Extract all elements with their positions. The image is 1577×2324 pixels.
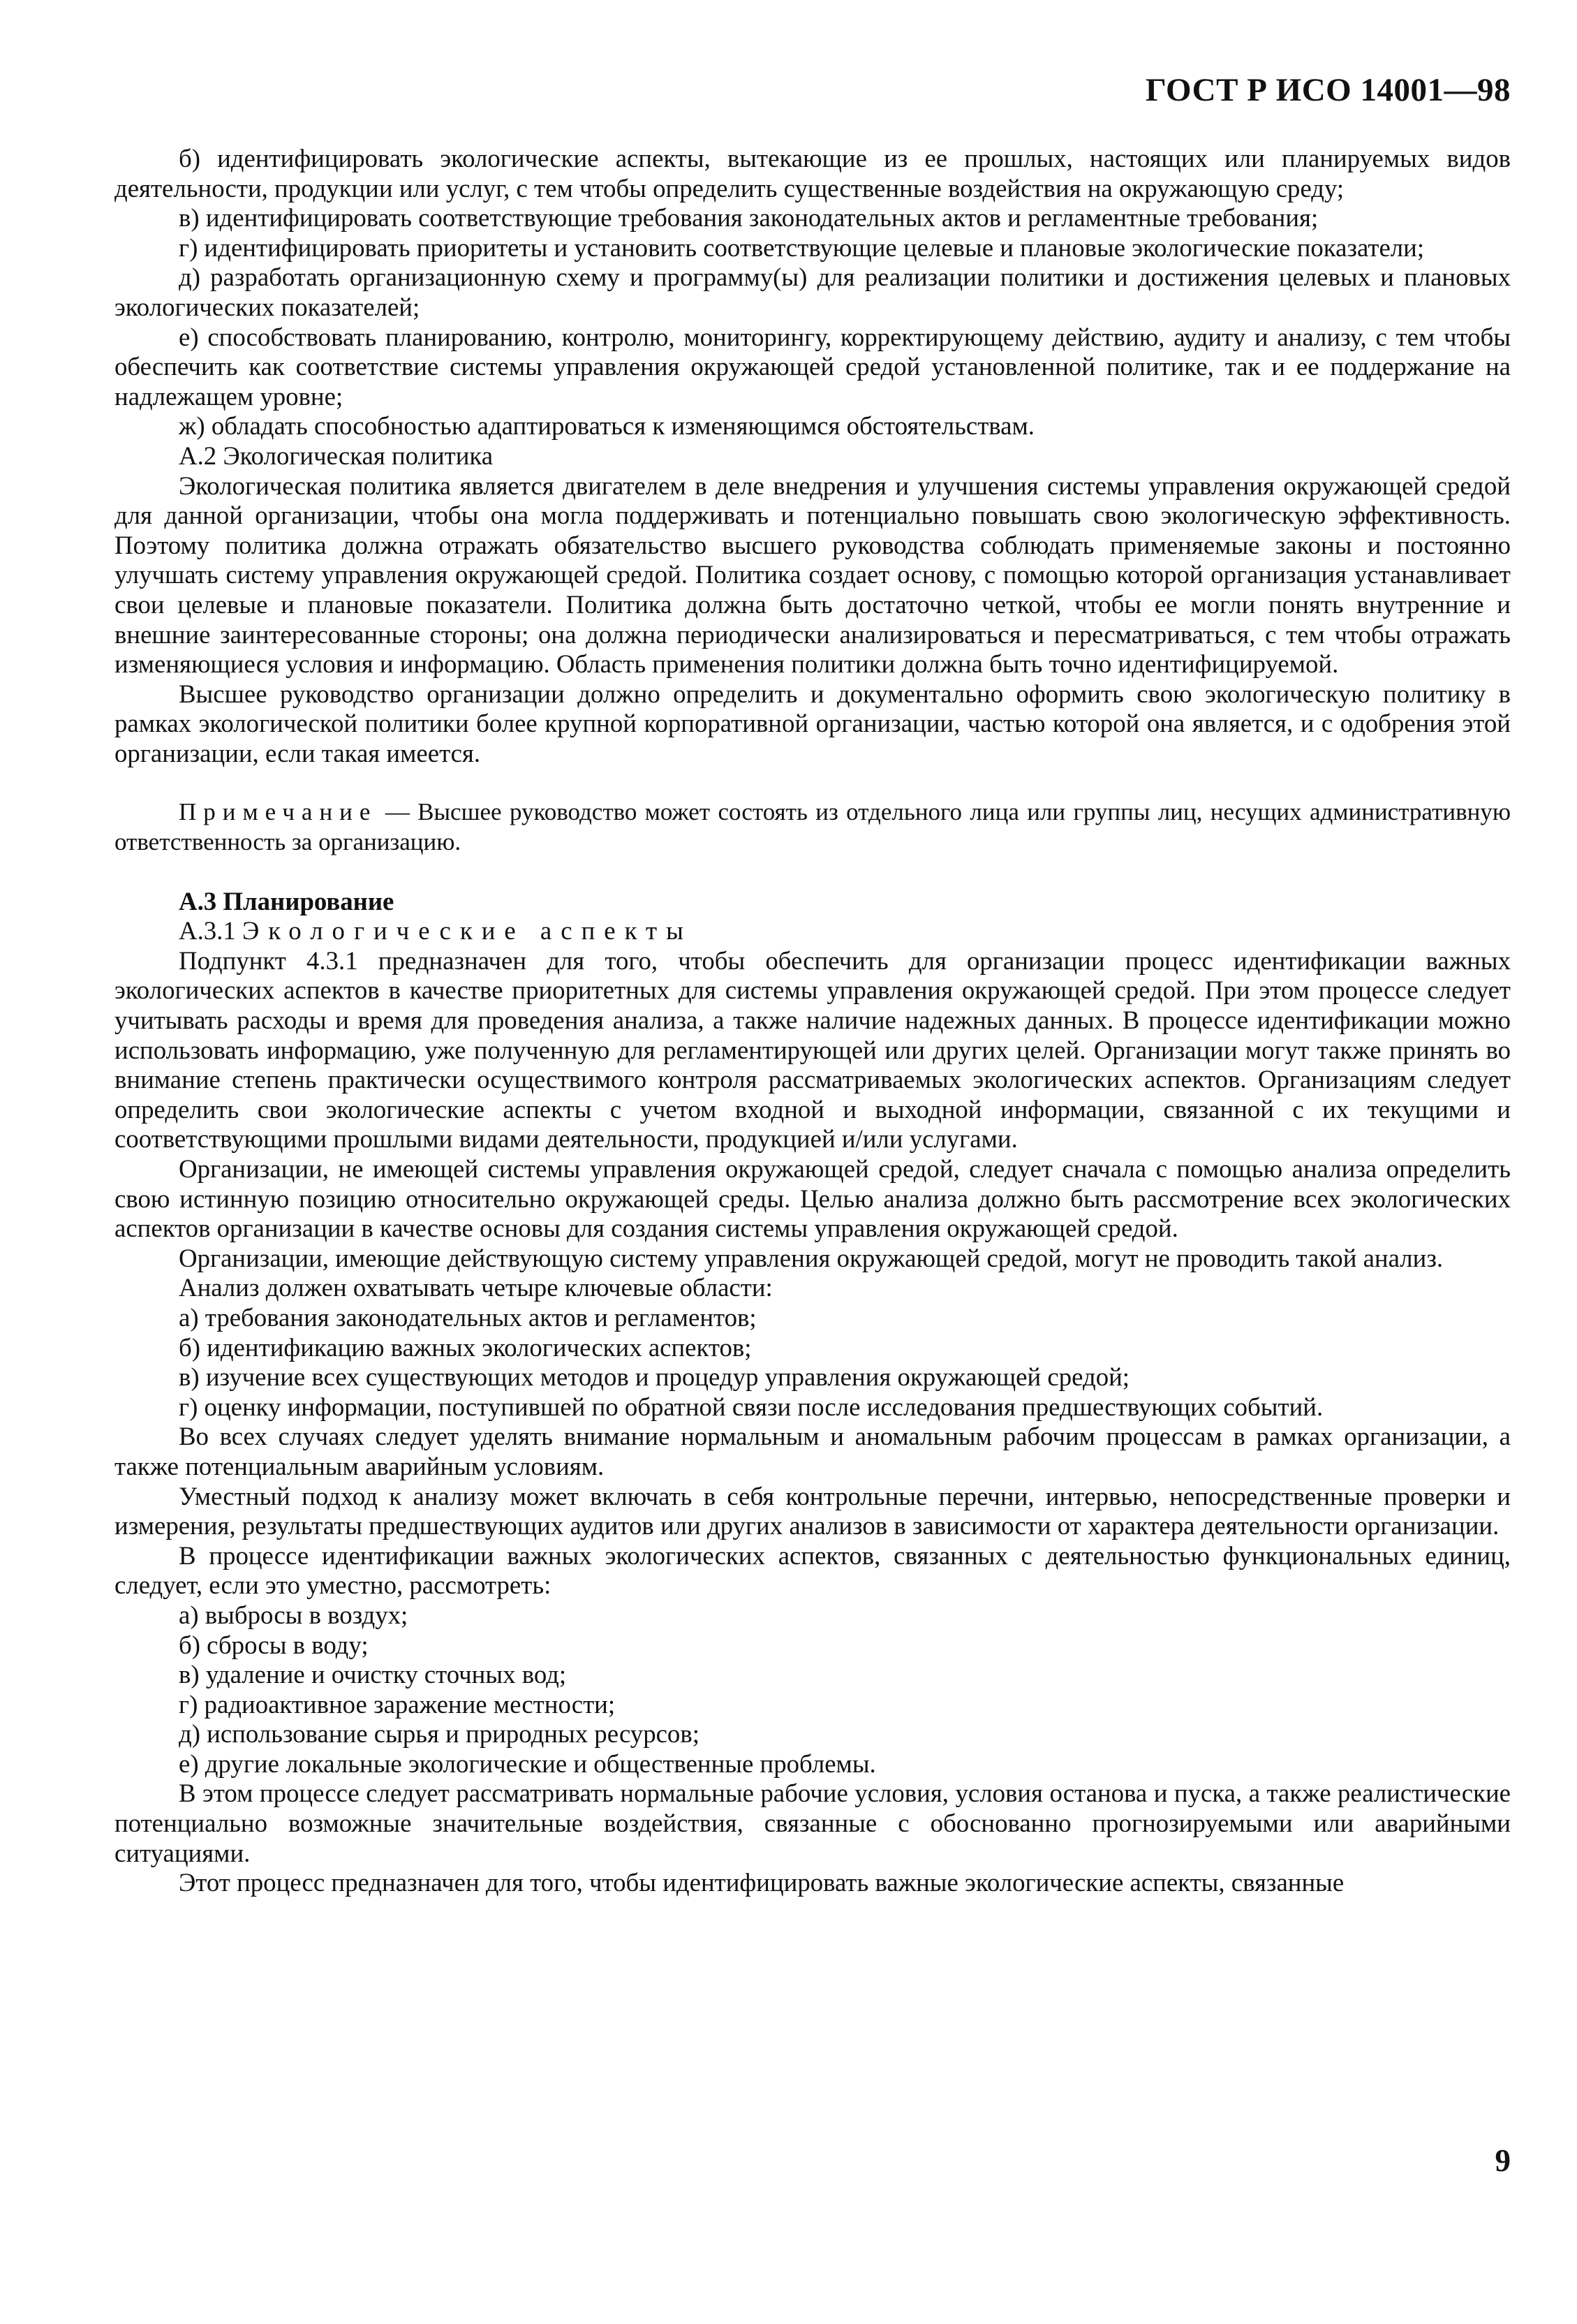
list-item: г) оценку информации, поступившей по обратной связи после исследования предшествующих событий. — [179, 1392, 1324, 1421]
list-item: а) требования законодательных актов и регламентов; — [179, 1302, 757, 1332]
paragraph: Во всех случаях следует уделять внимание нормальным и аномальным рабочим процессам в рамках организации, а также потенциальным аварийным условиям. — [114, 1422, 1511, 1480]
paragraph: Высшее руководство организации должно определить и документально оформить свою экологическую политику в рамках экологической политики более крупной корпоративной организации, частью которой она является, и с одобрения этой организации, если такая имеется. — [114, 679, 1511, 767]
paragraph: Экологическая политика является двигателем в деле внедрения и улучшения системы управления окружающей средой для данной организации, чтобы она могла поддерживать и потенциально повышать свою экологическую эффективность. Поэтому политика должна отражать обязательство высшего руководства соблюдать применяемые законы и постоянно улучшать систему управления окружающей средой. Политика создает основу, с помощью которой организация устанавливает свои целевые и плановые показатели. Политика должна быть достаточно четкой, чтобы ее могли понять внутренние и внешние заинтересованные стороны; она должна периодически анализироваться и пересматриваться, с тем чтобы отражать изменяющиеся условия и информацию. Область применения политики должна быть точно идентифицируемой. — [114, 471, 1511, 679]
note-label: Примечание — [179, 798, 378, 826]
paragraph: Этот процесс предназначен для того, чтобы идентифицировать важные экологические аспекты, связанные — [179, 1868, 1345, 1897]
paragraph: В процессе идентификации важных экологических аспектов, связанных с деятельностью функциональных единиц, следует, если это уместно, рассмотреть: — [114, 1540, 1511, 1600]
section-heading-a3: А.3 Планирование — [179, 886, 394, 915]
section-heading-a2: А.2 Экологическая политика — [179, 441, 494, 470]
list-item: в) идентифицировать соответствующие требования законодательных актов и регламентные требования; — [179, 203, 1319, 233]
subsection-heading-a31 — [114, 916, 1511, 946]
paragraph: Организации, не имеющей системы управления окружающей средой, следует сначала с помощью анализа определить свою истинную позицию относительно окружающей среды. Целью анализа должно быть рассмотрение всех экологических аспектов организации в качестве основы для создания системы управления окружающей средой. — [114, 1154, 1511, 1243]
paragraph: Анализ должен охватывать четыре ключевые области: — [179, 1273, 773, 1302]
list-item: в) удаление и очистку сточных вод; — [179, 1660, 567, 1689]
paragraph: Организации, имеющие действующую систему управления окружающей средой, могут не проводить такой анализ. — [179, 1243, 1444, 1272]
subsection-number: А.3.1 — [179, 916, 236, 946]
paragraph: Подпункт 4.3.1 предназначен для того, чтобы обеспечить для организации процесс идентификации важных экологических аспектов в качестве приоритетных для системы управления окружающей средой. При этом процессе следует учитывать расходы и время для проведения анализа, а также наличие надежных данных. В процессе идентификации можно использовать информацию, уже полученную для регламентирующей или других целей. Организации могут также принять во внимание степень практически осуществимого контроля рассматриваемых экологических аспектов. Организациям следует определить свои экологические аспекты с учетом входной и выходной информации, связанной с их текущими и соответствующими прошлыми видами деятельности, продукцией и/или услугами. — [114, 946, 1511, 1154]
list-item: е) другие локальные экологические и общественные проблемы. — [179, 1749, 876, 1778]
note — [114, 797, 1511, 857]
list-item: б) сбросы в воду; — [179, 1630, 369, 1659]
document-body — [114, 144, 1511, 1898]
list-item: д) использование сырья и природных ресурсов; — [179, 1719, 699, 1749]
list-item: ж) обладать способностью адаптироваться к изменяющимся обстоятельствам. — [179, 411, 1035, 441]
list-item: б) идентифицировать экологические аспекты, вытекающие из ее прошлых, настоящих или планируемых видов деятельности, продукции или услуг, с тем чтобы определить существенные воздействия на окружающую среду; — [114, 144, 1511, 203]
paragraph: В этом процессе следует рассматривать нормальные рабочие условия, условия останова и пуска, а также реалистические потенциально возможные значительные воздействия, связанные с обоснованно прогнозируемыми или аварийными ситуациями. — [114, 1779, 1511, 1867]
note-text: — Высшее руководство может состоять из отдельного лица или группы лиц, несущих административную ответственность за организацию. — [114, 798, 1511, 856]
list-item: е) способствовать планированию, контролю, мониторингу, корректирующему действию, аудиту и анализу, с тем чтобы обеспечить как соответствие системы управления окружающей средой установленной политике, так и ее поддержание на надлежащем уровне; — [114, 322, 1511, 411]
list-item: г) радиоактивное заражение местности; — [179, 1689, 616, 1719]
list-item: в) изучение всех существующих методов и процедур управления окружающей средой; — [179, 1362, 1130, 1392]
document-code-header: ГОСТ Р ИСО 14001—98 — [1145, 72, 1511, 108]
list-item: б) идентификацию важных экологических аспектов; — [179, 1332, 752, 1362]
subsection-title: Экологические аспекты — [242, 916, 693, 946]
list-item: г) идентифицировать приоритеты и установить соответствующие целевые и плановые экологические показатели; — [179, 233, 1425, 262]
list-item: д) разработать организационную схему и программу(ы) для реализации политики и достижения целевых и плановых экологических показателей; — [114, 263, 1511, 321]
paragraph: Уместный подход к анализу может включать в себя контрольные перечни, интервью, непосредственные проверки и измерения, результаты предшествующих аудитов или других анализов в зависимости от характера деятельности организации. — [114, 1481, 1511, 1540]
page-number: 9 — [1495, 2143, 1511, 2178]
list-item: а) выбросы в воздух; — [179, 1600, 408, 1629]
